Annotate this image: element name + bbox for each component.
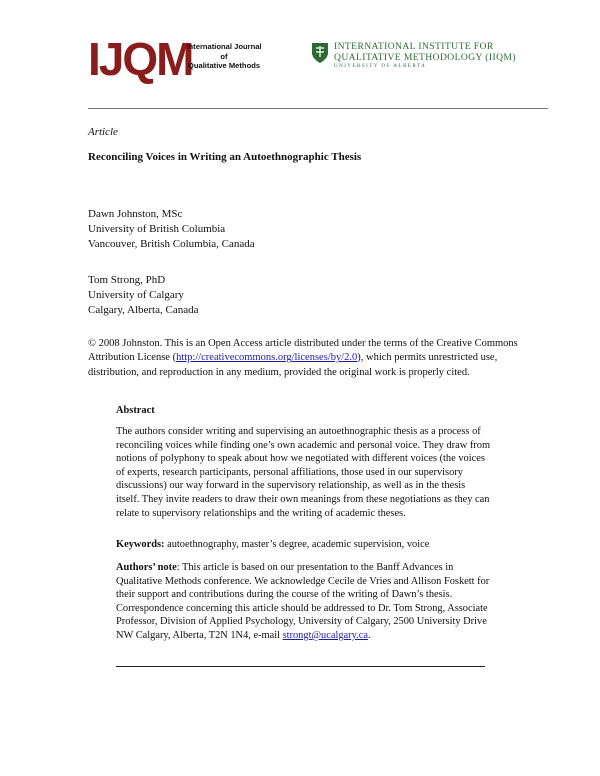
authors-note [116,561,491,643]
copyright-text: © 2008 Johnston. This is an Open Access article distributed under the terms of the Creative Commons Attribution License ( [88,338,518,364]
copyright-notice [88,337,550,380]
iiqm-line: INTERNATIONAL INSTITUTE FOR [334,41,494,52]
authors-note-label: Authors’ note [116,562,177,573]
ijqm-journal-line: International Journal [186,42,262,51]
author-1-name: Dawn Johnston, MSc [88,208,183,220]
abstract-bottom-divider [116,666,485,667]
ijqm-journal-line: Qualitative Methods [187,61,261,70]
keywords [116,538,491,552]
header-divider [88,108,548,109]
shield-crest-icon [310,41,330,65]
author-1-affiliation: University of British Columbia [88,223,226,235]
author-2-name: Tom Strong, PhD [88,274,166,286]
ijqm-journal-line: of [220,51,228,61]
ijqm-logo [88,28,273,90]
email-link[interactable]: strongt@ucalgary.ca [282,629,368,641]
keywords-list: autoethnography, master’s degree, academic supervision, voice [164,539,430,550]
author-2-location: Calgary, Alberta, Canada [88,304,199,316]
keywords-label: Keywords: [116,539,165,550]
abstract-heading: Abstract [116,405,155,416]
iiqm-logo [308,40,528,80]
author-1-location: Vancouver, British Columbia, Canada [88,238,255,250]
iiqm-line: QUALITATIVE METHODOLOGY (IIQM) [334,52,516,63]
paper-title: Reconciling Voices in Writing an Autoethnographic Thesis [88,151,362,163]
article-type-label: Article [88,126,118,138]
license-link[interactable]: http://creativecommons.org/licenses/by/2.0 [176,352,358,364]
iiqm-name [334,41,516,71]
authors-note-end: . [367,629,371,641]
ijqm-journal-name [184,42,264,71]
author-2-affiliation: University of Calgary [88,289,184,301]
iiqm-university: UNIVERSITY OF ALBERTA [334,64,427,69]
copyright-text-end: ), which permits unrestricted use, distribution, and reproduction in any medium, provided the original work is properly cited. [88,352,498,378]
abstract-body: The authors consider writing and supervising an autoethnographic thesis as a process of reconciling voices while finding one’s own academic and personal voice. They draw from notions of polyphony to speak about how we negotiated with different voices (the voices of experts, research participants, personal affiliations, those used in our supervisory discussions) our way forward in the supervisory relationship, as well as in the thesis itself. They invite readers to draw their own meanings from these negotiations as they can relate to supervisory relationships and the writing of academic theses. [116,426,491,519]
ijqm-logo-letters: IJQM [88,33,193,85]
authors-note-text: : This article is based on our presentation to the Banff Advances in Qualitative Methods conference. We acknowledge Cecile de Vries and Allison Foskett for their support and contributions during the course of the writing of Dawn’s thesis. Correspondence concerning this article should be addressed to Dr. Tom Strong, Associate Professor, Division of Applied Psychology, University of Calgary, 2500 University Drive NW Calgary, Alberta, T2N 1N4, e-mail [116,562,490,641]
